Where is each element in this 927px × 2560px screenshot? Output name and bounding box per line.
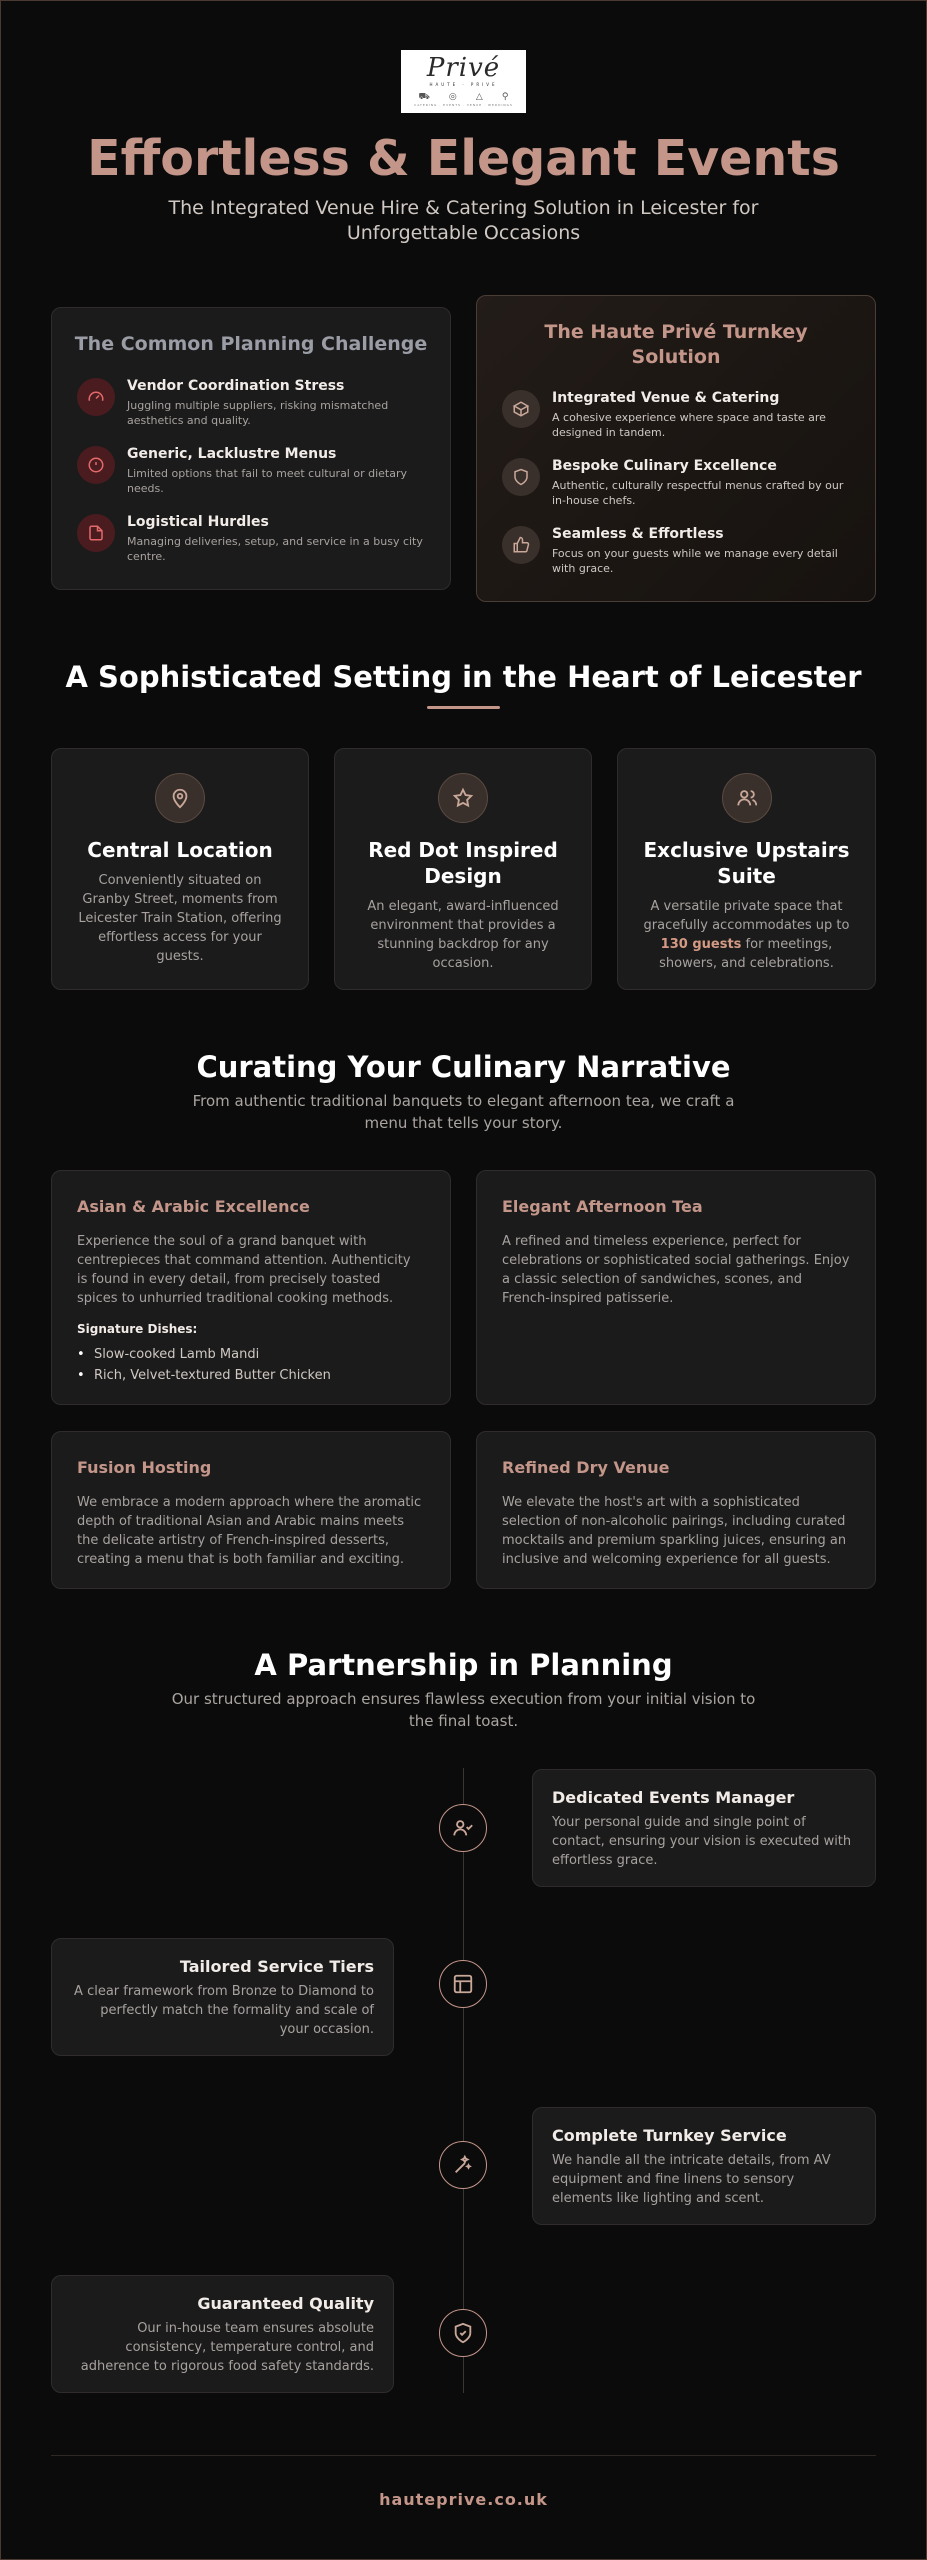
alert-circle-icon bbox=[77, 446, 115, 484]
feature-card-title: Central Location bbox=[87, 838, 273, 862]
menu-card-title: Refined Dry Venue bbox=[502, 1458, 670, 1477]
map-pin-icon bbox=[155, 773, 205, 823]
challenge-title: The Common Planning Challenge bbox=[74, 333, 428, 355]
menu-card bbox=[51, 1170, 451, 1405]
box-icon bbox=[502, 390, 540, 428]
star-icon bbox=[438, 773, 488, 823]
timeline-card-title: Complete Turnkey Service bbox=[552, 2126, 787, 2145]
dish-item: • Rich, Velvet-textured Butter Chicken bbox=[77, 1365, 425, 1386]
menu-card-text: Experience the soul of a grand banquet with centrepieces that command attention. Authenticity is found in every detail, from precisely toasted spices to unhurried traditional cooking methods. bbox=[77, 1234, 411, 1306]
solution-card bbox=[476, 295, 876, 602]
wand-icon bbox=[439, 2141, 487, 2189]
setting-title: A Sophisticated Setting in the Heart of Leicester bbox=[65, 660, 862, 694]
menu-card-text: A refined and timeless experience, perfect for celebrations or sophisticated social gatherings. Enjoy a classic selection of sandwiches, scones, and French-inspired patisserie. bbox=[502, 1234, 850, 1306]
document-icon bbox=[77, 514, 115, 552]
challenge-item-title: Generic, Lacklustre Menus bbox=[127, 446, 337, 462]
challenge-item bbox=[77, 514, 432, 564]
menu-card-title: Fusion Hosting bbox=[77, 1458, 212, 1477]
menu-card bbox=[476, 1170, 876, 1405]
feature-card-text-part: A versatile private space that gracefully accommodates up to bbox=[643, 899, 850, 933]
menu-card bbox=[51, 1431, 451, 1589]
timeline-card bbox=[51, 1938, 394, 2056]
shield-icon bbox=[502, 458, 540, 496]
solution-item bbox=[502, 526, 857, 576]
timeline-card-title: Tailored Service Tiers bbox=[179, 1957, 374, 1976]
menu-card-title: Asian & Arabic Excellence bbox=[77, 1197, 310, 1216]
challenge-item-title: Vendor Coordination Stress bbox=[127, 378, 345, 394]
feature-card-text: Conveniently situated on Granby Street, moments from Leicester Train Station, offering effortless access for your guests. bbox=[78, 873, 282, 964]
timeline-card-title: Guaranteed Quality bbox=[197, 2294, 374, 2313]
users-icon bbox=[722, 773, 772, 823]
menu-card-text: We embrace a modern approach where the aromatic depth of traditional Asian and Arabic mains meets the delicate artistry of French-inspired desserts, creating a menu that is both familiar and exciting. bbox=[77, 1495, 422, 1567]
solution-item-title: Integrated Venue & Catering bbox=[552, 390, 780, 406]
title-underline bbox=[427, 706, 500, 709]
solution-item-title: Bespoke Culinary Excellence bbox=[552, 458, 777, 474]
challenge-item-title: Logistical Hurdles bbox=[127, 514, 269, 530]
partnership-subtitle: Our structured approach ensures flawless execution from your initial vision to the final toast. bbox=[171, 1690, 756, 1730]
timeline-card-text: A clear framework from Bronze to Diamond to perfectly match the formality and scale of your occasion. bbox=[74, 1984, 374, 2037]
partnership-title: A Partnership in Planning bbox=[254, 1648, 673, 1682]
solution-item bbox=[502, 458, 857, 508]
logo-subtitle: HAUTE · PRIVE bbox=[429, 82, 498, 87]
feature-card bbox=[51, 748, 309, 990]
timeline-card-text: We handle all the intricate details, from AV equipment and fine linens to sensory elements like lighting and scent. bbox=[552, 2153, 831, 2206]
culinary-title: Curating Your Culinary Narrative bbox=[196, 1050, 731, 1084]
shield-check-icon bbox=[439, 2309, 487, 2357]
feature-card-title: Red Dot Inspired Design bbox=[368, 838, 558, 888]
capacity-highlight: 130 guests bbox=[660, 937, 742, 952]
dish-item: • Slow-cooked Lamb Mandi bbox=[77, 1344, 425, 1365]
timeline-card bbox=[51, 2275, 394, 2393]
signature-label: Signature Dishes: bbox=[77, 1322, 198, 1336]
hero-subtitle: The Integrated Venue Hire & Catering Solution in Leicester for Unforgettable Occasions bbox=[168, 197, 759, 244]
logo-icons: ⛟ ◎ △ ⚲ bbox=[418, 92, 509, 102]
timeline-card-text: Your personal guide and single point of contact, ensuring your vision is executed with effortless grace. bbox=[552, 1815, 852, 1868]
challenge-item bbox=[77, 446, 432, 496]
dish-list bbox=[77, 1344, 425, 1386]
timeline-card-title: Dedicated Events Manager bbox=[552, 1788, 795, 1807]
solution-title: The Haute Privé Turnkey Solution bbox=[544, 321, 808, 368]
brand-logo bbox=[401, 50, 526, 113]
feature-card-title: Exclusive Upstairs Suite bbox=[643, 838, 850, 888]
challenge-card bbox=[51, 307, 451, 590]
footer-divider bbox=[51, 2455, 876, 2456]
timeline-card-text: Our in-house team ensures absolute consistency, temperature control, and adherence to rigorous food safety standards. bbox=[80, 2321, 374, 2374]
user-check-icon bbox=[439, 1804, 487, 1852]
feature-card-text: An elegant, award-influenced environment that provides a stunning backdrop for any occasion. bbox=[367, 899, 559, 971]
culinary-subtitle: From authentic traditional banquets to elegant afternoon tea, we craft a menu that tells your story. bbox=[192, 1092, 735, 1132]
challenge-item-text: Limited options that fail to meet cultural or dietary needs. bbox=[127, 467, 408, 495]
menu-card-text: We elevate the host's art with a sophisticated selection of non-alcoholic pairings, including curated mocktails and premium sparkling juices, ensuring an inclusive and welcoming experience for all guests. bbox=[502, 1495, 847, 1567]
challenge-item-text: Managing deliveries, setup, and service in a busy city centre. bbox=[127, 535, 423, 563]
website-link[interactable]: hauteprive.co.uk bbox=[379, 2490, 548, 2509]
feature-card-text bbox=[640, 897, 853, 973]
gauge-icon bbox=[77, 378, 115, 416]
thumbs-up-icon bbox=[502, 526, 540, 564]
timeline-line bbox=[463, 1768, 464, 2393]
challenge-item-text: Juggling multiple suppliers, risking mismatched aesthetics and quality. bbox=[127, 399, 389, 427]
solution-item-text: Authentic, culturally respectful menus crafted by our in-house chefs. bbox=[552, 479, 844, 507]
feature-card-text-part: for meetings, showers, and celebrations. bbox=[659, 937, 834, 971]
menu-card-title: Elegant Afternoon Tea bbox=[502, 1197, 703, 1216]
layout-icon bbox=[439, 1960, 487, 2008]
feature-card bbox=[334, 748, 592, 990]
hero-title: Effortless & Elegant Events bbox=[87, 130, 840, 187]
solution-item-title: Seamless & Effortless bbox=[552, 526, 724, 542]
solution-item-text: Focus on your guests while we manage every detail with grace. bbox=[552, 547, 838, 575]
feature-card bbox=[617, 748, 876, 990]
challenge-item bbox=[77, 378, 432, 428]
timeline-card bbox=[532, 2107, 876, 2225]
menu-card bbox=[476, 1431, 876, 1589]
logo-tagline: CATERING · EVENTS · VENUE · WEDDINGS bbox=[414, 103, 513, 107]
logo-script: Privé bbox=[426, 53, 501, 83]
timeline-card bbox=[532, 1769, 876, 1887]
solution-item bbox=[502, 390, 857, 440]
solution-item-text: A cohesive experience where space and taste are designed in tandem. bbox=[552, 411, 826, 439]
